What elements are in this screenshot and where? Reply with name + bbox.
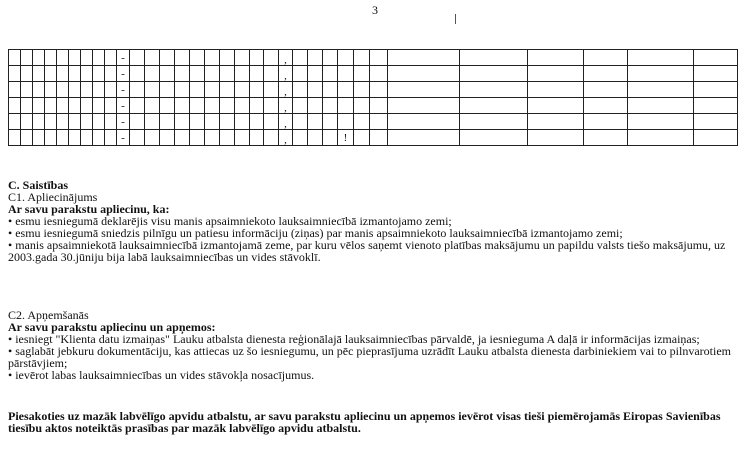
table-cell[interactable] — [460, 50, 528, 66]
table-cell[interactable] — [370, 50, 388, 66]
table-cell[interactable] — [145, 98, 160, 114]
table-cell[interactable] — [694, 82, 738, 98]
table-cell[interactable] — [308, 98, 323, 114]
table-cell[interactable] — [160, 130, 175, 146]
table-cell[interactable] — [528, 82, 584, 98]
table-cell[interactable] — [235, 66, 250, 82]
table-cell[interactable] — [93, 50, 105, 66]
table-cell[interactable] — [460, 130, 528, 146]
table-cell[interactable] — [190, 50, 205, 66]
table-cell[interactable] — [370, 98, 388, 114]
table-cell[interactable] — [308, 66, 323, 82]
table-cell[interactable] — [160, 66, 175, 82]
section-c1-intro: Ar savu parakstu apliecinu, ka: — [8, 202, 170, 216]
table-cell[interactable] — [205, 50, 220, 66]
table-cell[interactable] — [338, 82, 354, 98]
table-cell[interactable] — [33, 82, 45, 98]
table-cell[interactable] — [250, 98, 264, 114]
page-number: 3 — [372, 3, 378, 17]
table-cell[interactable] — [354, 50, 370, 66]
table-cell[interactable] — [69, 130, 81, 146]
table-cell[interactable] — [323, 114, 338, 130]
table-cell[interactable] — [293, 98, 308, 114]
table-cell[interactable] — [264, 82, 279, 98]
section-c2 — [8, 309, 743, 381]
section-c1-item: • esmu iesniegumā sniedzis pilnīgu un patiesu informāciju (ziņas) par manis apsaimniekoto lauksaimniecībā izmantojamo zemi; — [8, 226, 623, 240]
table-cell-dash[interactable]: - — [117, 66, 130, 82]
table-cell[interactable] — [354, 114, 370, 130]
table-cell[interactable] — [175, 114, 190, 130]
table-cell[interactable] — [93, 66, 105, 82]
section-c1-item: • esmu iesniegumā deklarējis visu manis apsaimniekoto lauksaimniecībā izmantojamo zemi; — [8, 214, 452, 228]
table-cell[interactable] — [338, 98, 354, 114]
table-cell[interactable] — [57, 114, 69, 130]
section-c2-item: • iesniegt "Klienta datu izmaiņas" Lauku atbalsta dienesta reģionālajā lauksaimniecības pārvaldē, ja iesnieguma A daļā ir informācijas izmaiņas; — [8, 332, 700, 346]
table-cell[interactable] — [220, 130, 235, 146]
table-cell[interactable] — [81, 50, 93, 66]
table-cell[interactable] — [69, 82, 81, 98]
table-cell[interactable] — [628, 82, 694, 98]
table-cell[interactable] — [190, 66, 205, 82]
section-c2-intro: Ar savu parakstu apliecinu un apņemos: — [8, 320, 216, 334]
table-cell[interactable] — [460, 114, 528, 130]
table-cell[interactable] — [190, 130, 205, 146]
section-c — [8, 179, 743, 263]
table-cell[interactable] — [130, 130, 145, 146]
table-cell-dash[interactable]: - — [117, 98, 130, 114]
table-cell[interactable] — [388, 50, 460, 66]
table-cell[interactable] — [220, 66, 235, 82]
table-cell[interactable] — [57, 50, 69, 66]
table-cell[interactable] — [9, 98, 21, 114]
table-cell[interactable] — [250, 50, 264, 66]
table-cell[interactable] — [584, 98, 628, 114]
table-cell[interactable] — [145, 82, 160, 98]
table-cell[interactable] — [323, 50, 338, 66]
table-cell[interactable] — [584, 50, 628, 66]
table-cell[interactable] — [694, 98, 738, 114]
table-cell[interactable] — [69, 114, 81, 130]
table-cell[interactable] — [130, 98, 145, 114]
table-cell[interactable] — [205, 82, 220, 98]
table-cell[interactable] — [21, 130, 33, 146]
table-cell[interactable] — [45, 130, 57, 146]
table-row — [9, 66, 738, 82]
section-c1-title: C1. Apliecinājums — [8, 190, 98, 204]
table-cell[interactable] — [9, 114, 21, 130]
table-cell[interactable] — [370, 66, 388, 82]
table-cell[interactable] — [175, 66, 190, 82]
table-cell[interactable] — [69, 66, 81, 82]
table-cell-dash[interactable]: - — [117, 50, 130, 66]
table-cell[interactable] — [628, 66, 694, 82]
table-cell[interactable] — [145, 114, 160, 130]
table-cell-dash[interactable]: - — [117, 130, 130, 146]
table-cell[interactable] — [628, 98, 694, 114]
section-c1-item: • manis apsaimniekotā lauksaimniecībā izmantojamā zeme, par kuru vēlos saņemt vienoto platības maksājumu un papildu valsts tiešo maksājumu, uz 2003.gada 30.jūniju bija labā lauksaimniecības un vides stāvoklī. — [8, 238, 726, 264]
table-cell[interactable] — [9, 66, 21, 82]
table-cell[interactable] — [130, 66, 145, 82]
table-cell[interactable] — [81, 98, 93, 114]
table-cell[interactable] — [33, 130, 45, 146]
table-cell[interactable] — [264, 114, 279, 130]
table-cell[interactable] — [9, 50, 21, 66]
table-cell[interactable] — [190, 114, 205, 130]
table-cell[interactable] — [45, 82, 57, 98]
table-cell[interactable] — [235, 82, 250, 98]
table-cell[interactable] — [388, 130, 460, 146]
table-cell[interactable] — [628, 114, 694, 130]
table-cell[interactable] — [388, 98, 460, 114]
table-cell[interactable] — [235, 98, 250, 114]
table-cell[interactable] — [105, 66, 117, 82]
table-cell[interactable] — [145, 66, 160, 82]
table-cell[interactable] — [388, 66, 460, 82]
table-cell[interactable] — [45, 98, 57, 114]
table-cell[interactable] — [250, 114, 264, 130]
table-cell[interactable] — [33, 50, 45, 66]
table-cell[interactable] — [308, 114, 323, 130]
table-cell[interactable] — [293, 130, 308, 146]
table-cell[interactable] — [460, 82, 528, 98]
table-cell[interactable] — [528, 114, 584, 130]
table-cell[interactable] — [160, 114, 175, 130]
table-cell[interactable] — [105, 114, 117, 130]
table-cell[interactable] — [175, 98, 190, 114]
table-cell[interactable] — [21, 98, 33, 114]
table-cell-comma[interactable]: , — [279, 82, 293, 98]
table-cell[interactable] — [694, 50, 738, 66]
table-cell[interactable] — [175, 82, 190, 98]
table-cell[interactable] — [460, 66, 528, 82]
table-cell[interactable] — [205, 130, 220, 146]
table-cell[interactable] — [370, 130, 388, 146]
closing-statement: Piesakoties uz mazāk labvēlīgo apvidu atbalstu, ar savu parakstu apliecinu un apņemos ievērot visas tieši piemērojamās Eiropas Savienības tiesību aktos noteiktās prasības par mazāk labvēlīgo apvidu atbalstu. — [8, 409, 721, 435]
table-cell[interactable] — [250, 66, 264, 82]
table-cell[interactable] — [584, 66, 628, 82]
table-cell[interactable] — [93, 82, 105, 98]
table-cell[interactable] — [105, 130, 117, 146]
table-cell[interactable] — [308, 130, 323, 146]
table-cell[interactable] — [338, 66, 354, 82]
table-cell[interactable] — [57, 66, 69, 82]
table-cell[interactable] — [130, 50, 145, 66]
table-cell[interactable] — [220, 114, 235, 130]
table-cell[interactable] — [33, 98, 45, 114]
table-cell[interactable] — [354, 130, 370, 146]
table-cell-dash[interactable]: - — [117, 82, 130, 98]
table-cell[interactable] — [308, 50, 323, 66]
section-c2-title: C2. Apņemšanās — [8, 308, 89, 322]
table-cell[interactable] — [69, 98, 81, 114]
table-cell[interactable] — [338, 114, 354, 130]
table-cell[interactable] — [338, 50, 354, 66]
table-cell[interactable] — [323, 66, 338, 82]
table-cell[interactable] — [235, 114, 250, 130]
table-cell[interactable] — [81, 114, 93, 130]
table-cell[interactable] — [175, 50, 190, 66]
table-cell[interactable] — [93, 98, 105, 114]
table-cell[interactable] — [293, 114, 308, 130]
table-cell[interactable] — [21, 50, 33, 66]
table-row — [9, 130, 738, 146]
table-cell[interactable] — [33, 114, 45, 130]
section-c2-item: • saglabāt jebkuru dokumentāciju, kas attiecas uz šo iesniegumu, un pēc pieprasījuma uzrādīt Lauku atbalsta dienesta darbiniekiem vai to pilnvarotiem pārstāvjiem; — [8, 344, 731, 370]
table-cell[interactable] — [105, 50, 117, 66]
table-cell[interactable] — [528, 50, 584, 66]
table-cell[interactable] — [694, 130, 738, 146]
table-cell[interactable] — [220, 82, 235, 98]
table-cell[interactable] — [130, 114, 145, 130]
table-cell[interactable] — [235, 130, 250, 146]
table-cell[interactable] — [57, 82, 69, 98]
table-cell[interactable] — [45, 50, 57, 66]
table-cell[interactable] — [145, 130, 160, 146]
table-cell[interactable] — [264, 98, 279, 114]
table-cell[interactable] — [264, 66, 279, 82]
table-cell[interactable] — [105, 98, 117, 114]
table-cell-comma[interactable]: , — [279, 50, 293, 66]
table-cell[interactable] — [81, 130, 93, 146]
table-cell[interactable] — [105, 82, 117, 98]
table-cell[interactable] — [584, 82, 628, 98]
table-cell[interactable] — [69, 50, 81, 66]
table-cell[interactable] — [57, 130, 69, 146]
table-cell[interactable] — [264, 130, 279, 146]
table-cell[interactable] — [205, 114, 220, 130]
table-cell-comma[interactable]: , — [279, 98, 293, 114]
table-cell[interactable] — [293, 82, 308, 98]
table-cell[interactable] — [9, 130, 21, 146]
table-cell[interactable] — [354, 66, 370, 82]
table-cell[interactable] — [308, 82, 323, 98]
table-cell[interactable] — [628, 130, 694, 146]
table-cell[interactable] — [354, 98, 370, 114]
table-cell[interactable] — [354, 82, 370, 98]
table-cell[interactable] — [293, 50, 308, 66]
data-grid-table — [8, 49, 738, 146]
table-cell[interactable] — [293, 66, 308, 82]
table-cell[interactable] — [205, 66, 220, 82]
table-cell[interactable] — [323, 130, 338, 146]
table-cell[interactable] — [160, 98, 175, 114]
table-cell[interactable] — [81, 82, 93, 98]
table-cell[interactable] — [57, 98, 69, 114]
table-cell[interactable] — [130, 82, 145, 98]
table-cell-dash[interactable]: - — [117, 114, 130, 130]
table-cell[interactable] — [93, 114, 105, 130]
table-cell[interactable] — [370, 114, 388, 130]
table-cell[interactable] — [264, 50, 279, 66]
table-cell[interactable] — [45, 66, 57, 82]
table-row — [9, 82, 738, 98]
table-cell[interactable] — [220, 98, 235, 114]
table-cell[interactable] — [584, 114, 628, 130]
table-cell[interactable] — [220, 50, 235, 66]
table-cell[interactable] — [250, 82, 264, 98]
section-c-title: C. Saistības — [8, 178, 69, 192]
table-cell[interactable] — [528, 130, 584, 146]
table-cell[interactable] — [190, 98, 205, 114]
table-cell[interactable] — [528, 66, 584, 82]
scan-mark — [455, 14, 456, 24]
table-cell[interactable] — [21, 82, 33, 98]
table-cell[interactable] — [175, 130, 190, 146]
table-cell[interactable] — [460, 98, 528, 114]
table-cell[interactable] — [250, 130, 264, 146]
table-cell[interactable] — [694, 66, 738, 82]
table-cell[interactable] — [160, 50, 175, 66]
table-cell-comma[interactable]: , — [279, 114, 293, 130]
table-cell[interactable] — [388, 114, 460, 130]
table-row — [9, 50, 738, 66]
table-cell[interactable] — [190, 82, 205, 98]
table-cell[interactable] — [33, 66, 45, 82]
table-cell[interactable] — [628, 50, 694, 66]
table-cell[interactable] — [323, 98, 338, 114]
table-cell[interactable] — [584, 130, 628, 146]
table-cell[interactable] — [205, 98, 220, 114]
table-row — [9, 114, 738, 130]
section-c2-item: • ievērot labas lauksaimniecības un vides stāvokļa nosacījumus. — [8, 368, 315, 382]
table-cell[interactable] — [388, 82, 460, 98]
table-cell[interactable] — [235, 50, 250, 66]
table-cell[interactable] — [160, 82, 175, 98]
table-cell[interactable] — [370, 82, 388, 98]
table-cell[interactable] — [9, 82, 21, 98]
table-cell-mark[interactable]: ! — [338, 130, 354, 146]
table-cell[interactable] — [323, 82, 338, 98]
table-cell[interactable] — [21, 66, 33, 82]
table-cell-comma[interactable]: , — [279, 130, 293, 146]
table-cell[interactable] — [528, 98, 584, 114]
table-cell[interactable] — [145, 50, 160, 66]
table-cell-comma[interactable]: , — [279, 66, 293, 82]
table-cell[interactable] — [21, 114, 33, 130]
table-cell[interactable] — [93, 130, 105, 146]
table-row — [9, 98, 738, 114]
table-cell[interactable] — [81, 66, 93, 82]
table-cell[interactable] — [694, 114, 738, 130]
table-cell[interactable] — [45, 114, 57, 130]
